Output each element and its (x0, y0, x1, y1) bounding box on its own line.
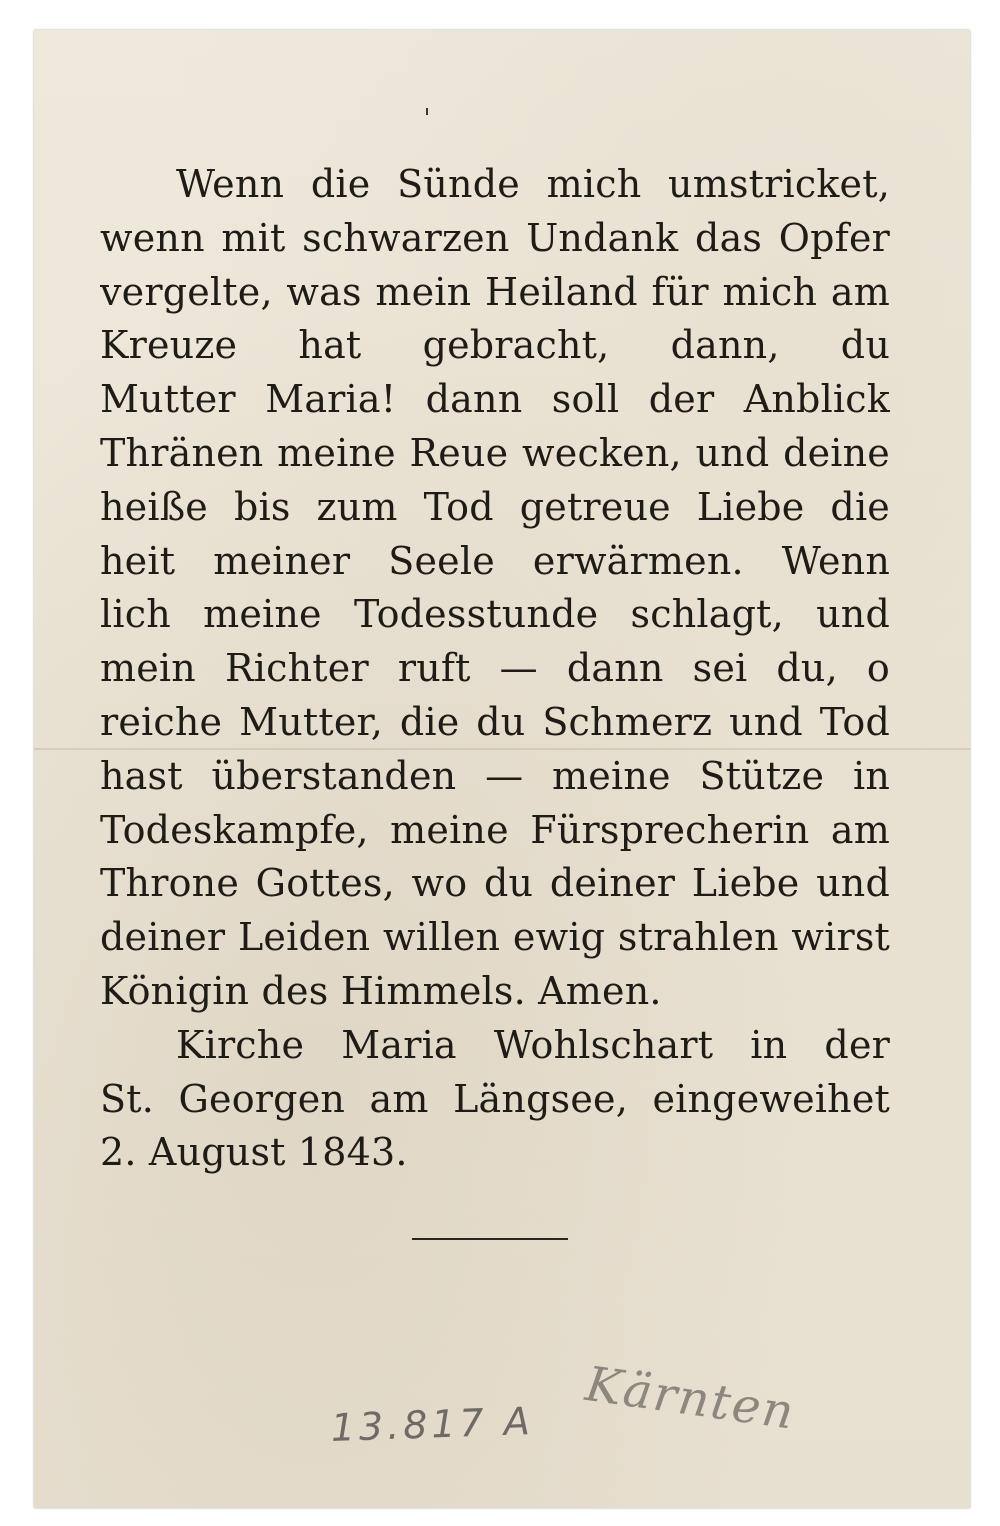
text-line-16: Königin des Himmels. Amen. (100, 968, 662, 1013)
inventory-number: 13.817 A (330, 1398, 535, 1450)
text-line-19: 2. August 1843. (100, 1130, 408, 1175)
text-line-9: lich meine Todesstunde schlagt, und (100, 592, 890, 637)
text-line-1: Wenn die Sünde mich umstricket, (176, 162, 890, 206)
text-line-7: heiße bis zum Tod getreue Liebe die (100, 484, 890, 529)
text-line-6: Thränen meine Reue wecken, und deine (100, 430, 890, 475)
prayer-text (100, 158, 890, 1180)
print-mark (426, 108, 428, 115)
text-line-8: heit meiner Seele erwärmen. Wenn (100, 538, 890, 583)
footer-divider (412, 1238, 568, 1240)
text-line-3: vergelte, was mein Heiland für mich am (100, 269, 890, 314)
text-line-11: reiche Mutter, die du Schmerz und Tod (100, 699, 890, 744)
text-line-15: deiner Leiden willen ewig strahlen wirst (100, 915, 890, 960)
handwritten-note: Kärnten (582, 1356, 799, 1441)
document-page (34, 30, 970, 1508)
text-line-10: mein Richter ruft — dann sei du, o (100, 646, 890, 691)
text-line-2: wenn mit schwarzen Undank das Opfer (100, 215, 890, 260)
text-line-13: Todeskampfe, meine Fürsprecherin am (100, 807, 890, 852)
text-line-18: St. Georgen am Längsee, eingeweihet (100, 1076, 890, 1121)
text-line-5: Mutter Maria! dann soll der Anblick (100, 377, 890, 422)
text-line-14: Throne Gottes, wo du deiner Liebe und (100, 861, 890, 906)
text-line-17: Kirche Maria Wohlschart in der (176, 1022, 890, 1067)
text-line-12: hast überstanden — meine Stütze in (100, 753, 890, 798)
text-line-4: Kreuze hat gebracht, dann, du (100, 323, 890, 368)
